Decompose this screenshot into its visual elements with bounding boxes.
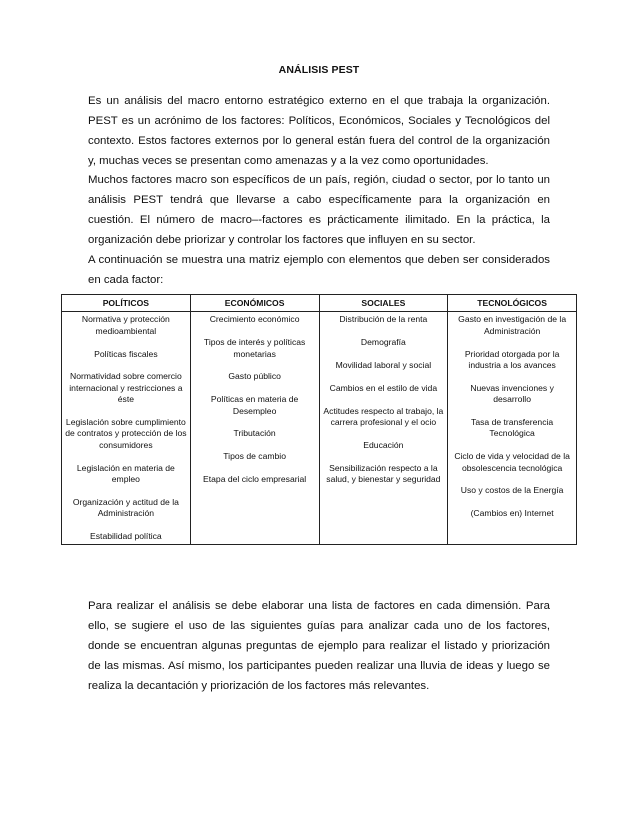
matrix-item: Educación: [363, 439, 404, 450]
matrix-item: Políticas en materia de Desempleo: [210, 394, 299, 416]
factors-paragraph: Muchos factores macro son específicos de un país, región, ciudad o sector, por lo tanto un análisis PEST tendrá que llevarse a cabo específicamente para la organización en cuestión. El número de macro–-factores es prácticamente ilimitado. En la práctica, la organización debe priorizar y controlar los factores que influyen en su sector.: [88, 174, 550, 246]
matrix-intro-paragraph: A continuación se muestra una matriz ejemplo con elementos que deben ser considerados en cada factor:: [88, 254, 550, 286]
matrix-item: Legislación en materia de empleo: [76, 462, 175, 485]
header-politicos: POLÍTICOS: [62, 295, 191, 312]
header-tecnologicos: TECNOLÓGICOS: [448, 295, 577, 312]
pest-matrix-table: [61, 294, 577, 545]
column-tecnologicos: [448, 312, 577, 545]
intro-paragraph: Es un análisis del macro entorno estratégico externo en el que trabaja la organización. PEST es un acrónimo de los factores: Políticos, Económicos, Sociales y Tecnológicos del contexto. Estos factores externos por lo general están fuera del control de la organización y, muchas veces se presentan como amenazas y a la vez como oportunidades.: [88, 95, 550, 167]
matrix-header-row: [62, 295, 577, 312]
matrix-item: Demografía: [360, 337, 406, 348]
matrix-item: Uso y costos de la Energía: [460, 485, 564, 496]
matrix-item: Gasto público: [228, 371, 281, 382]
matrix-item: Estabilidad política: [90, 531, 162, 542]
matrix-item: Sensibilización respecto a la salud, y bienestar y seguridad: [326, 462, 441, 484]
matrix-item: Movilidad laboral y social: [335, 360, 432, 370]
column-economicos: [190, 312, 319, 545]
matrix-item: Gasto en investigación de la Administración: [458, 314, 567, 336]
matrix-item: Crecimiento económico: [209, 314, 300, 325]
matrix-item: Tipos de cambio: [223, 451, 286, 462]
column-politicos: [62, 312, 191, 545]
matrix-item: Ciclo de vida y velocidad de la obsolescencia tecnológica: [454, 451, 570, 473]
matrix-item: Normativa y protección medioambiental: [81, 314, 170, 336]
matrix-item: Tipos de interés y políticas monetarias: [203, 337, 306, 359]
matrix-item: (Cambios en) Internet: [470, 508, 554, 519]
header-economicos: ECONÓMICOS: [190, 295, 319, 312]
matrix-item: Distribución de la renta: [339, 314, 428, 325]
header-sociales: SOCIALES: [319, 295, 448, 312]
matrix-item: Etapa del ciclo empresarial: [203, 474, 307, 484]
matrix-item: Prioridad otorgada por la industria a los avances: [464, 348, 560, 371]
matrix-body-row: [62, 312, 577, 545]
document-title: ANÁLISIS PEST: [278, 64, 360, 76]
matrix-item: Organización y actitud de la Administración: [72, 496, 179, 519]
matrix-item: Tasa de transferencia Tecnológica: [471, 417, 554, 439]
matrix-item: Cambios en el estilo de vida: [329, 382, 438, 393]
matrix-item: Políticas fiscales: [94, 348, 158, 359]
matrix-item: Actitudes respecto al trabajo, la carrera profesional y el ocio: [323, 405, 444, 427]
matrix-item: Nuevas invenciones y desarrollo: [470, 382, 554, 405]
matrix-item: Legislación sobre cumplimiento de contratos y protección de los consumidores: [65, 417, 187, 450]
analysis-paragraph: Para realizar el análisis se debe elaborar una lista de factores en cada dimensión. Para ello, se sugiere el uso de las siguientes guías para analizar cada uno de los factores, donde se encuentran algunas preguntas de ejemplo para realizar el listado y priorización de las mismas. Así mismo, los participantes pueden realizar una lluvia de ideas y luego se realiza la decantación y priorización de los factores más relevantes.: [88, 600, 550, 692]
column-sociales: [319, 312, 448, 545]
matrix-item: Normatividad sobre comercio internacional y restricciones a éste: [69, 371, 183, 405]
matrix-item: Tributación: [233, 428, 276, 439]
